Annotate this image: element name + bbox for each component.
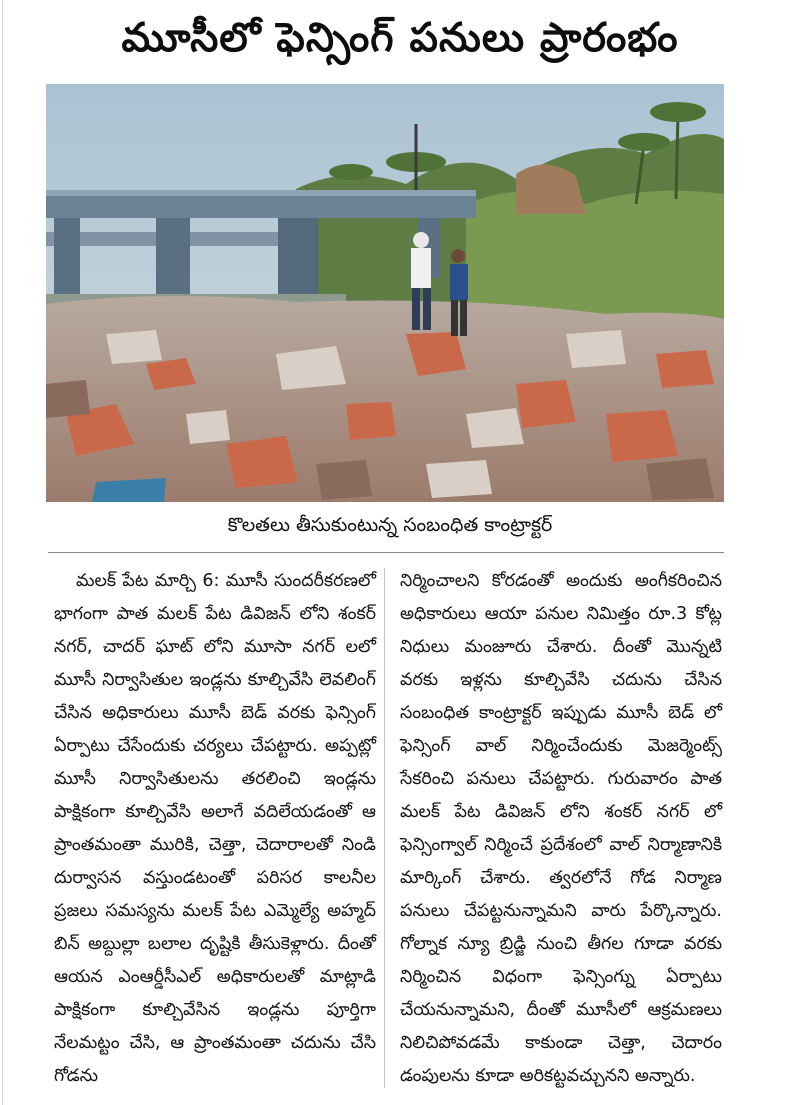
article-body-right-column: నిర్మించాలని కోరడంతో అందుకు అంగీకరించిన అధికారులు ఆయా పనుల నిమిత్తం రూ.3 కోట్ల నిధులు మంజూరు చేశారు. దీంతో మొన్నటి వరకు ఇళ్లను కూల్చివేసి చదును చేసిన సంబంధిత కాంట్రాక్టర్ ఇప్పుడు మూసీ బెడ్ లో ఫెన్సింగ్ వాల్ నిర్మించేందుకు మెజర్మెంట్స్ సేకరించి పనులు చేపట్టారు. గురువారం పాత మలక్ పేట డివిజన్ లోని శంకర్ నగర్ లో ఫెన్సింగ్వాల్ నిర్మించే ప్రదేశంలో వాల్ నిర్మాణానికి మార్కింగ్ చేశారు. త్వరలోనే గోడ నిర్మాణ పనులు చేపట్టనున్నామని వారు పేర్కొన్నారు. గోల్నాక న్యూ బ్రిడ్జి నుంచి తీగల గూడా వరకు నిర్మించిన విధంగా ఫెన్సింగ్ను ఏర్పాటు చేయనున్నామని, దీంతో మూసీలో ఆక్రమణలు నిలిచిపోవడమే కాకుండా చెత్తా, చెదారం డంపులను కూడా అరికట్టవచ్చునని అన్నారు. — [400, 571, 722, 1086]
article-body-left-column: మలక్ పేట మార్చి 6: మూసీ సుందరీకరణలో భాగంగా పాత మలక్ పేట డివిజన్ లోని శంకర్ నగర్, చాదర్ ఘాట్ లోని మూసా నగర్ లలో మూసీ నిర్వాసితుల ఇండ్లను కూల్చివేసి లెవలింగ్ చేసిన అధికారులు మూసీ బెడ్ వరకు ఫెన్సింగ్ ఏర్పాటు చేసేందుకు చర్యలు చేపట్టారు. అప్పట్లో మూసీ నిర్వాసితులను తరలించి ఇండ్లను పాక్షికంగా కూల్చివేసి అలాగే వదిలేయడంతో ఆ ప్రాంతమంతా మురికి, చెత్తా, చెదారాలతో నిండి దుర్వాసన వస్తుండటంతో పరిసర కాలనీల ప్రజలు సమస్యను మలక్ పేట ఎమ్మెల్యే అహ్మద్ బిన్ అబ్దుల్లా బలాల దృష్టికి తీసుకెళ్లారు. దీంతో ఆయన ఎంఆర్డీసీఎల్ అధికారులతో మాట్లాడి పాక్షికంగా కూల్చివేసిన ఇండ్లను పూర్తిగా నేలమట్టం చేసి, ఆ ప్రాంతమంతా చదును చేసి గోడను — [54, 571, 376, 1086]
news-photo — [46, 84, 724, 502]
caption-rule — [48, 552, 724, 553]
headline: మూసీలో ఫెన్సింగ్ పనులు ప్రారంభం — [121, 15, 679, 61]
page-edge — [2, 0, 3, 1105]
photo-caption: కొలతలు తీసుకుంటున్న సంబంధిత కాంట్రాక్టర్ — [227, 514, 553, 536]
photo-icon — [46, 84, 724, 502]
column-divider — [384, 568, 385, 1088]
